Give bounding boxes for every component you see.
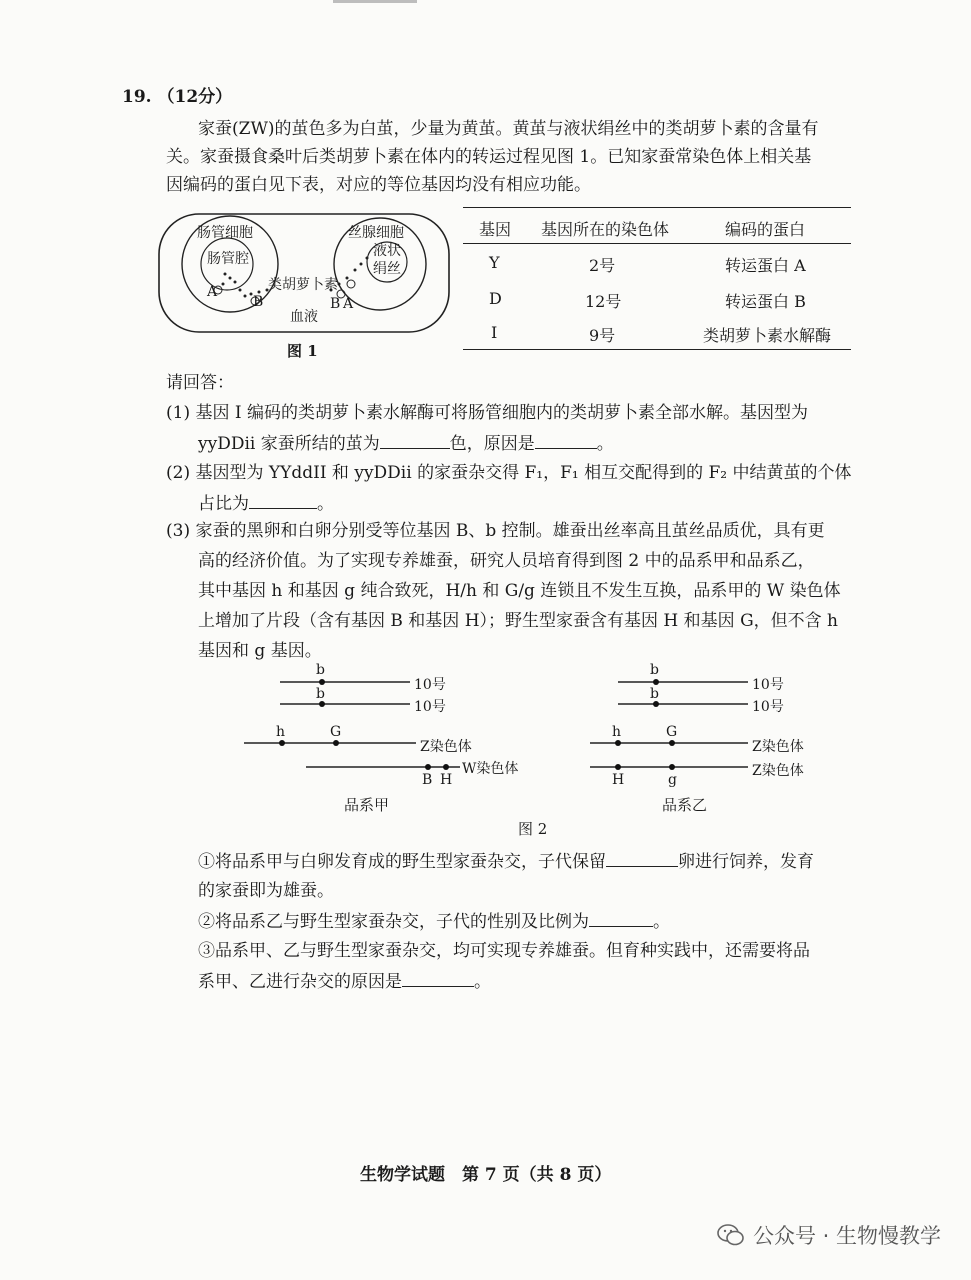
q2-blank[interactable]	[249, 492, 317, 509]
sub-1-line-2: 的家蚕即为雄蚕。	[198, 881, 334, 901]
question-number	[122, 86, 232, 108]
watermark	[717, 1220, 941, 1250]
strain-a-w-label: W染色体	[462, 761, 519, 777]
question-number-text: 19.	[122, 87, 152, 107]
strain-b-b-top: b	[650, 662, 659, 678]
sub-1-text-a: ①将品系甲与白卵发育成的野生型家蚕杂交，子代保留	[198, 852, 606, 872]
intro-line-3: 因编码的蛋白见下表，对应的等位基因均没有相应功能。	[166, 175, 591, 195]
transporter-a-left: A	[207, 284, 218, 300]
sub-3-text-a: 系甲、乙进行杂交的原因是	[198, 972, 402, 992]
page-footer: 生物学试题 第 7 页（共 8 页）	[360, 1165, 612, 1185]
blood-label: 血液	[290, 309, 318, 325]
sub-3-blank[interactable]	[402, 970, 474, 987]
q3-line-3: 其中基因 h 和基因 g 纯合致死，H/h 和 G/g 连锁且不发生互换，品系甲的 W 染色体	[198, 581, 841, 601]
sub-2-text-a: ②将品系乙与野生型家蚕杂交，子代的性别及比例为	[198, 912, 589, 932]
intro-line-1: 家蚕(ZW)的茧色多为白茧，少量为黄茧。黄茧与液状绢丝中的类胡萝卜素的含量有	[198, 119, 819, 139]
q1-text-a: yyDDii 家蚕所结的茧为	[198, 434, 380, 454]
table-row-2-gene: D	[489, 289, 502, 308]
sub-2-blank[interactable]	[589, 910, 653, 927]
table-row-1-gene: Y	[489, 253, 500, 272]
q2-text-b: 。	[317, 494, 334, 514]
table-row-2-protein: 转运蛋白 B	[725, 292, 806, 311]
table-header-protein: 编码的蛋白	[725, 220, 806, 239]
q2-line-2	[198, 492, 334, 515]
q1-text-b: 色，原因是	[449, 434, 535, 454]
q3-line-5: 基因和 g 基因。	[198, 641, 322, 661]
strain-b-h: h	[612, 724, 622, 740]
table-header-chromosome: 基因所在的染色体	[541, 220, 670, 239]
watermark-text: 公众号 · 生物慢教学	[752, 1224, 941, 1248]
figure-2-diagram	[240, 660, 840, 840]
figure-2	[240, 660, 840, 840]
gut-lumen-label: 肠管腔	[207, 251, 249, 267]
q1-line-1: (1) 基因 I 编码的类胡萝卜素水解酶可将肠管细胞内的类胡萝卜素全部水解。基因型为	[166, 403, 809, 423]
table-header-rule	[463, 243, 851, 244]
top-mark	[333, 0, 417, 3]
strain-b-g: g	[668, 772, 677, 788]
strain-a-b-top: b	[316, 662, 325, 678]
table-header-gene: 基因	[479, 220, 512, 239]
strain-b-H: H	[612, 772, 625, 788]
q3-line-4: 上增加了片段（含有基因 B 和基因 H）；野生型家蚕含有基因 H 和基因 G，但不含 h	[198, 611, 838, 631]
liquid-silk-label-2: 绢丝	[373, 261, 401, 277]
silk-cell-label: 丝腺细胞	[348, 225, 404, 241]
strain-a-chr10-top: 10号	[414, 677, 446, 693]
sub-1-blank[interactable]	[606, 850, 678, 867]
table-top-rule	[463, 207, 851, 208]
sub-2-text-b: 。	[653, 912, 670, 932]
carotenoid-label: 类胡萝卜素	[268, 277, 338, 293]
q2-text-a: 占比为	[198, 494, 249, 514]
table-row-1-protein: 转运蛋白 A	[725, 256, 806, 275]
q1-blank-1[interactable]	[380, 432, 450, 449]
q1-blank-2[interactable]	[535, 432, 597, 449]
q3-line-2: 高的经济价值。为了实现专养雄蚕，研究人员培育得到图 2 中的品系甲和品系乙，	[198, 551, 815, 571]
table-row-2-chromosome: 12号	[585, 292, 622, 311]
table-row-1-chromosome: 2号	[589, 256, 616, 275]
q1-line-2	[198, 432, 614, 455]
question-points: （12分）	[157, 87, 233, 107]
strain-a-caption: 品系甲	[344, 796, 390, 814]
strain-b-chr10-top: 10号	[752, 677, 784, 693]
strain-b-z-label-top: Z染色体	[752, 739, 804, 755]
strain-b-z-label-bottom: Z染色体	[752, 763, 804, 779]
strain-a-chr10-bottom: 10号	[414, 699, 446, 715]
table-bottom-rule	[463, 349, 851, 350]
sub-3-line-2	[198, 970, 491, 993]
table-row-3-chromosome: 9号	[589, 326, 616, 345]
strain-b-chr10-bottom: 10号	[752, 699, 784, 715]
sub-3-line-1: ③品系甲、乙与野生型家蚕杂交，均可实现专养雄蚕。但育种实践中，还需要将品	[198, 941, 810, 961]
sub-2-line	[198, 910, 670, 933]
intro-line-2: 关。家蚕摄食桑叶后类胡萝卜素在体内的转运过程见图 1。已知家蚕常染色体上相关基	[166, 147, 812, 167]
table-row-3-gene: I	[491, 323, 498, 342]
sub-3-text-b: 。	[474, 972, 491, 992]
strain-a-G: G	[330, 724, 342, 740]
strain-a-B: B	[422, 772, 433, 788]
figure-1-caption: 图 1	[287, 342, 318, 360]
transporter-a-right: A	[343, 296, 354, 312]
sub-1-text-b: 卵进行饲养，发育	[678, 852, 814, 872]
strain-b-b-bottom: b	[650, 686, 659, 702]
liquid-silk-label-1: 液状	[373, 243, 401, 259]
strain-b-G: G	[666, 724, 678, 740]
gut-cell-label: 肠管细胞	[197, 225, 253, 241]
table-row-3-protein: 类胡萝卜素水解酶	[703, 326, 832, 345]
transporter-b-right: B	[330, 296, 341, 312]
strain-a-H: H	[440, 772, 453, 788]
transporter-b-mid: B	[253, 294, 264, 310]
strain-a-h: h	[276, 724, 286, 740]
wechat-icon	[717, 1224, 745, 1246]
sub-1-line-1	[198, 850, 814, 873]
figure-2-caption: 图 2	[518, 820, 548, 838]
strain-a-z-label: Z染色体	[420, 739, 472, 755]
q3-line-1: (3) 家蚕的黑卵和白卵分别受等位基因 B、b 控制。雄蚕出丝率高且茧丝品质优，具有更	[166, 521, 825, 541]
figure-1	[155, 212, 455, 364]
q1-text-c: 。	[596, 434, 614, 454]
strain-b-caption: 品系乙	[662, 796, 708, 814]
q2-line-1: (2) 基因型为 YYddII 和 yyDDii 的家蚕杂交得 F₁，F₁ 相互交配得到的 F₂ 中结黄茧的个体	[166, 463, 852, 483]
prompt: 请回答：	[166, 373, 234, 393]
strain-a-b-bottom: b	[316, 686, 325, 702]
